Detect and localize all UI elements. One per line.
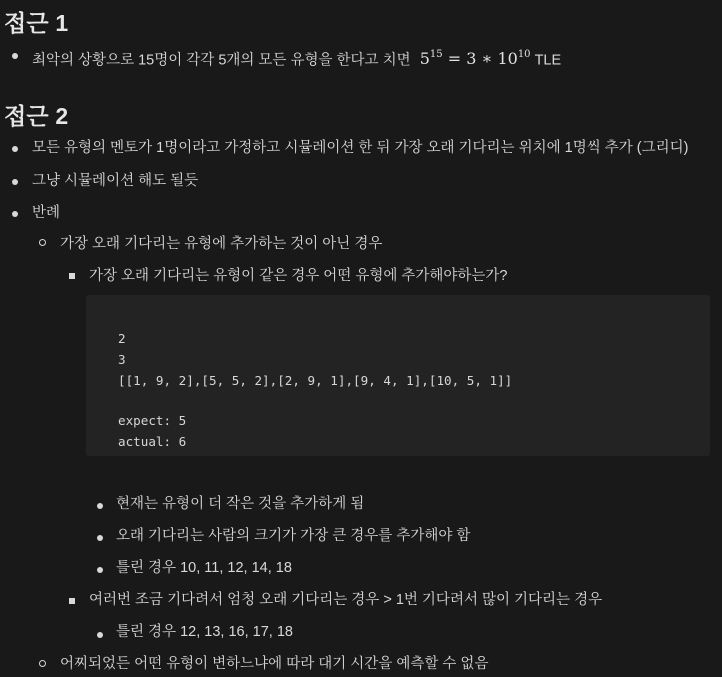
- code-line: 2: [118, 331, 126, 346]
- bullet-disc-icon: [12, 53, 18, 59]
- bullet-disc-icon: [12, 211, 18, 217]
- bullet-disc-icon: [97, 503, 103, 509]
- list-item-text: 가장 오래 기다리는 유형이 같은 경우 어떤 유형에 추가해야하는가?: [89, 268, 508, 284]
- math-exponent: 10: [517, 49, 531, 60]
- bullet-disc-icon: [97, 632, 103, 638]
- list-item-text: 틀린 경우 12, 13, 16, 17, 18: [116, 624, 293, 640]
- heading-approach-2: 접근 2: [4, 103, 69, 129]
- math-exponent: 15: [429, 49, 443, 60]
- list-item-text: 여러번 조금 기다려서 엄청 오래 기다리는 경우 > 1번 기다려서 많이 기다리는 경우: [89, 592, 603, 608]
- list-item-text: 반례: [32, 205, 61, 221]
- bullet-circle-icon: [39, 660, 46, 667]
- list-item-text: 오래 기다리는 사람의 크기가 가장 큰 경우를 추가해야 함: [116, 528, 471, 544]
- code-line: 3: [118, 352, 126, 367]
- heading-approach-1: 접근 1: [4, 10, 69, 36]
- bullet-square-icon: [69, 598, 75, 604]
- bullet-disc-icon: [12, 146, 18, 152]
- list-item-suffix: TLE: [534, 52, 562, 69]
- list-item-text: 가장 오래 기다리는 유형에 추가하는 것이 아닌 경우: [60, 236, 383, 252]
- code-line: actual: 6: [118, 434, 187, 449]
- math-operator-part: = 3 ∗ 10: [447, 49, 518, 69]
- code-block: [86, 295, 710, 456]
- list-item-text: 그냥 시뮬레이션 해도 될듯: [32, 173, 199, 189]
- bullet-disc-icon: [12, 179, 18, 185]
- list-item-text: 최악의 상황으로 15명이 각각 5개의 모든 유형을 한다고 치면: [32, 52, 411, 69]
- bullet-square-icon: [69, 273, 75, 279]
- code-line: expect: 5: [118, 413, 187, 428]
- bullet-disc-icon: [97, 567, 103, 573]
- list-item-text: 현재는 유형이 더 작은 것을 추가하게 됨: [116, 496, 365, 512]
- code-line: [[1, 9, 2],[5, 5, 2],[2, 9, 1],[9, 4, 1],[10, 5, 1]]: [118, 373, 513, 388]
- list-item-text: 모든 유형의 멘토가 1명이라고 가정하고 시뮬레이션 한 뒤 가장 오래 기다리는 위치에 1명씩 추가 (그리디): [32, 140, 689, 156]
- bullet-circle-icon: [39, 239, 46, 246]
- math-base: 5: [419, 49, 430, 69]
- math-expression: [415, 49, 531, 68]
- bullet-disc-icon: [97, 535, 103, 541]
- list-item-text: 어찌되었든 어떤 유형이 변하느냐에 따라 대기 시간을 예측할 수 없음: [60, 656, 489, 672]
- list-item-text: 틀린 경우 10, 11, 12, 14, 18: [116, 560, 292, 576]
